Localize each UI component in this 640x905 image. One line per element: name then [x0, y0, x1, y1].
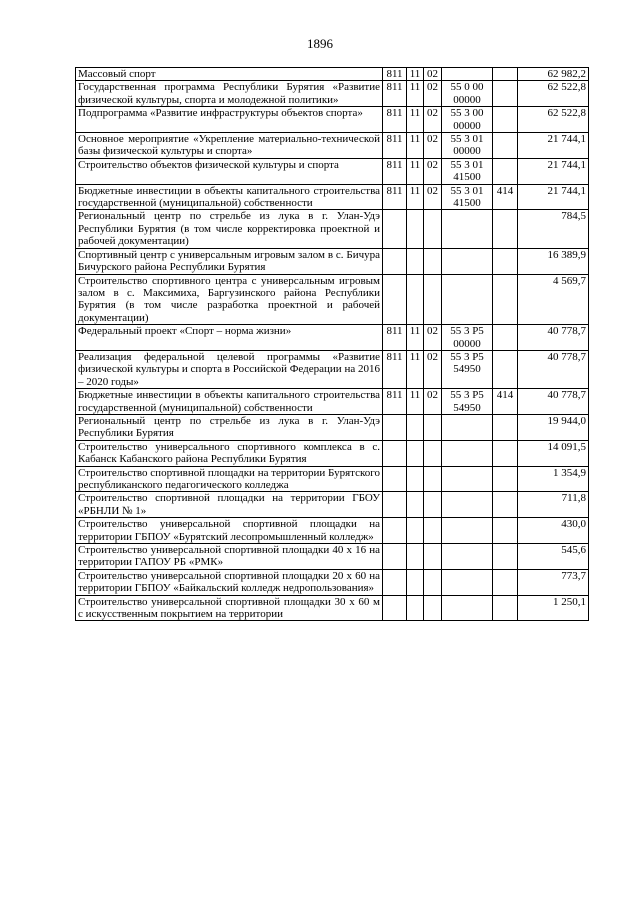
row-section-code [407, 595, 424, 621]
row-admin-code [383, 274, 407, 325]
row-name: Спортивный центр с универсальным игровым залом в с. Бичура Бичурского района Республики Бурятия [76, 248, 383, 274]
table-row [76, 518, 589, 544]
row-name: Строительство универсального спортивного комплекса в с. Кабанск Кабанского района Республики Бурятия [76, 440, 383, 466]
table-row [76, 274, 589, 325]
row-amount: 784,5 [518, 210, 589, 248]
row-target-code-part1: 55 3 01 [450, 184, 484, 197]
row-admin-code: 811 [383, 158, 407, 184]
row-amount: 21 744,1 [518, 133, 589, 159]
row-target-code-part1: 55 3 01 [450, 133, 484, 146]
table-row [76, 440, 589, 466]
row-name: Строительство объектов физической культуры и спорта [76, 158, 383, 184]
row-subsection-code [424, 544, 442, 570]
row-subsection-code [424, 210, 442, 248]
table-row [76, 184, 589, 210]
row-section-code: 11 [407, 389, 424, 415]
row-expense-type [493, 569, 518, 595]
row-admin-code [383, 492, 407, 518]
row-expense-type [493, 350, 518, 388]
table-row [76, 133, 589, 159]
row-name: Бюджетные инвестиции в объекты капитального строительства государственной (муниципальной) собственности [76, 389, 383, 415]
row-admin-code [383, 569, 407, 595]
row-amount: 21 744,1 [518, 158, 589, 184]
row-target-code [442, 544, 493, 570]
row-subsection-code [424, 569, 442, 595]
row-subsection-code: 02 [424, 81, 442, 107]
row-section-code [407, 440, 424, 466]
row-section-code [407, 248, 424, 274]
row-expense-type [493, 492, 518, 518]
row-target-code [442, 325, 493, 351]
row-target-code-part1: 55 3 P5 [450, 350, 484, 363]
row-name: Строительство спортивного центра с универсальным игровым залом в с. Максимиха, Баргузинского района Республики Бурятия (в том числе разработка проектной и рабочей документации) [76, 274, 383, 325]
row-subsection-code [424, 248, 442, 274]
row-subsection-code [424, 492, 442, 518]
row-subsection-code: 02 [424, 184, 442, 210]
row-expense-type [493, 544, 518, 570]
row-name: Государственная программа Республики Бурятия «Развитие физической культуры, спорта и молодежной политики» [76, 81, 383, 107]
row-target-code-part2: 54950 [453, 363, 481, 376]
row-target-code-part1: 55 3 01 [450, 158, 484, 171]
row-amount: 1 354,9 [518, 466, 589, 492]
table-row [76, 544, 589, 570]
row-name: Федеральный проект «Спорт – норма жизни» [76, 325, 383, 351]
row-name: Региональный центр по стрельбе из лука в г. Улан-Удэ Республики Бурятия [76, 414, 383, 440]
row-section-code [407, 274, 424, 325]
row-target-code [442, 248, 493, 274]
row-section-code: 11 [407, 325, 424, 351]
row-amount: 773,7 [518, 569, 589, 595]
row-subsection-code: 02 [424, 350, 442, 388]
row-amount: 19 944,0 [518, 414, 589, 440]
row-subsection-code: 02 [424, 107, 442, 133]
table-row [76, 350, 589, 388]
table-row [76, 414, 589, 440]
row-name: Строительство универсальной спортивной площадки на территории ГБПОУ «Бурятский лесопромышленный колледж» [76, 518, 383, 544]
row-amount: 62 522,8 [518, 81, 589, 107]
row-subsection-code: 02 [424, 389, 442, 415]
row-subsection-code [424, 595, 442, 621]
row-target-code [442, 569, 493, 595]
table-row [76, 325, 589, 351]
row-expense-type [493, 274, 518, 325]
row-target-code [442, 158, 493, 184]
row-amount: 21 744,1 [518, 184, 589, 210]
row-amount: 4 569,7 [518, 274, 589, 325]
row-subsection-code [424, 518, 442, 544]
row-target-code [442, 414, 493, 440]
row-name: Строительство универсальной спортивной площадки 40 х 16 на территории ГАПОУ РБ «РМК» [76, 544, 383, 570]
table-row [76, 68, 589, 81]
row-section-code: 11 [407, 68, 424, 81]
row-expense-type [493, 440, 518, 466]
row-target-code [442, 210, 493, 248]
row-target-code-part2: 41500 [453, 171, 481, 184]
row-section-code [407, 414, 424, 440]
table-row [76, 389, 589, 415]
table-row [76, 107, 589, 133]
row-target-code-part1: 55 3 P5 [450, 389, 484, 402]
row-admin-code [383, 595, 407, 621]
row-expense-type [493, 107, 518, 133]
row-admin-code: 811 [383, 184, 407, 210]
row-section-code: 11 [407, 133, 424, 159]
table-row [76, 81, 589, 107]
row-section-code: 11 [407, 184, 424, 210]
row-amount: 62 522,8 [518, 107, 589, 133]
row-amount: 430,0 [518, 518, 589, 544]
row-name: Реализация федеральной целевой программы «Развитие физической культуры и спорта в Российской Федерации на 2016 – 2020 годы» [76, 350, 383, 388]
row-expense-type [493, 518, 518, 544]
row-admin-code: 811 [383, 81, 407, 107]
row-target-code [442, 68, 493, 81]
row-section-code [407, 544, 424, 570]
table-row [76, 492, 589, 518]
row-target-code-part2: 00000 [453, 145, 481, 158]
row-name: Строительство универсальной спортивной площадки 20 х 60 на территории ГБПОУ «Байкальский колледж недропользования» [76, 569, 383, 595]
table-row [76, 248, 589, 274]
row-target-code [442, 274, 493, 325]
row-expense-type: 414 [493, 184, 518, 210]
row-target-code-part2: 00000 [453, 119, 481, 132]
row-section-code: 11 [407, 81, 424, 107]
table-row [76, 210, 589, 248]
row-admin-code [383, 440, 407, 466]
row-amount: 40 778,7 [518, 350, 589, 388]
budget-table-body [76, 68, 589, 621]
row-expense-type [493, 68, 518, 81]
row-amount: 40 778,7 [518, 325, 589, 351]
row-subsection-code: 02 [424, 68, 442, 81]
row-subsection-code: 02 [424, 133, 442, 159]
row-amount: 62 982,2 [518, 68, 589, 81]
row-target-code [442, 440, 493, 466]
row-subsection-code [424, 466, 442, 492]
row-admin-code [383, 210, 407, 248]
row-name: Строительство спортивной площадки на территории ГБОУ «РБНЛИ № 1» [76, 492, 383, 518]
row-subsection-code [424, 274, 442, 325]
row-section-code [407, 492, 424, 518]
row-target-code [442, 518, 493, 544]
row-target-code-part2: 41500 [453, 197, 481, 210]
row-section-code: 11 [407, 107, 424, 133]
row-target-code-part2: 54950 [453, 401, 481, 414]
row-target-code [442, 350, 493, 388]
row-name: Строительство универсальной спортивной площадки 30 х 60 м с искусственным покрытием на территории [76, 595, 383, 621]
row-target-code [442, 81, 493, 107]
row-subsection-code [424, 414, 442, 440]
row-admin-code: 811 [383, 133, 407, 159]
row-expense-type [493, 81, 518, 107]
row-target-code [442, 107, 493, 133]
budget-table [75, 67, 589, 621]
row-target-code-part1: 55 3 P5 [450, 325, 484, 338]
row-amount: 40 778,7 [518, 389, 589, 415]
row-admin-code: 811 [383, 325, 407, 351]
row-target-code-part2: 00000 [453, 93, 481, 106]
table-row [76, 595, 589, 621]
row-admin-code [383, 414, 407, 440]
row-admin-code: 811 [383, 389, 407, 415]
row-admin-code: 811 [383, 350, 407, 388]
row-name: Бюджетные инвестиции в объекты капитального строительства государственной (муниципальной) собственности [76, 184, 383, 210]
row-target-code-part1: 55 3 00 [450, 107, 484, 120]
row-admin-code: 811 [383, 107, 407, 133]
row-amount: 14 091,5 [518, 440, 589, 466]
row-admin-code [383, 248, 407, 274]
row-name: Строительство спортивной площадки на территории Бурятского республиканского педагогического колледжа [76, 466, 383, 492]
table-row [76, 466, 589, 492]
row-name: Региональный центр по стрельбе из лука в г. Улан-Удэ Республики Бурятия (в том числе корректировка проектной и рабочей документации) [76, 210, 383, 248]
row-subsection-code: 02 [424, 325, 442, 351]
table-row [76, 569, 589, 595]
row-amount: 16 389,9 [518, 248, 589, 274]
row-target-code [442, 595, 493, 621]
row-expense-type [493, 210, 518, 248]
row-name: Массовый спорт [76, 68, 383, 81]
row-section-code: 11 [407, 350, 424, 388]
row-expense-type [493, 158, 518, 184]
row-target-code-part2: 00000 [453, 337, 481, 350]
row-admin-code [383, 518, 407, 544]
row-target-code [442, 184, 493, 210]
row-section-code: 11 [407, 158, 424, 184]
page-number: 1896 [307, 36, 333, 51]
row-name: Основное мероприятие «Укрепление материально-технической базы физической культуры и спорта» [76, 133, 383, 159]
row-target-code-part1: 55 0 00 [450, 81, 484, 94]
row-name: Подпрограмма «Развитие инфраструктуры объектов спорта» [76, 107, 383, 133]
row-amount: 1 250,1 [518, 595, 589, 621]
row-subsection-code: 02 [424, 158, 442, 184]
row-amount: 545,6 [518, 544, 589, 570]
row-expense-type [493, 248, 518, 274]
row-target-code [442, 389, 493, 415]
row-admin-code [383, 466, 407, 492]
table-row [76, 158, 589, 184]
row-section-code [407, 466, 424, 492]
row-section-code [407, 518, 424, 544]
row-admin-code [383, 544, 407, 570]
row-admin-code: 811 [383, 68, 407, 81]
row-section-code [407, 210, 424, 248]
row-expense-type: 414 [493, 389, 518, 415]
row-expense-type [493, 414, 518, 440]
row-target-code [442, 492, 493, 518]
row-section-code [407, 569, 424, 595]
row-expense-type [493, 133, 518, 159]
row-target-code [442, 133, 493, 159]
row-expense-type [493, 466, 518, 492]
row-target-code [442, 466, 493, 492]
row-subsection-code [424, 440, 442, 466]
row-amount: 711,8 [518, 492, 589, 518]
row-expense-type [493, 325, 518, 351]
row-expense-type [493, 595, 518, 621]
